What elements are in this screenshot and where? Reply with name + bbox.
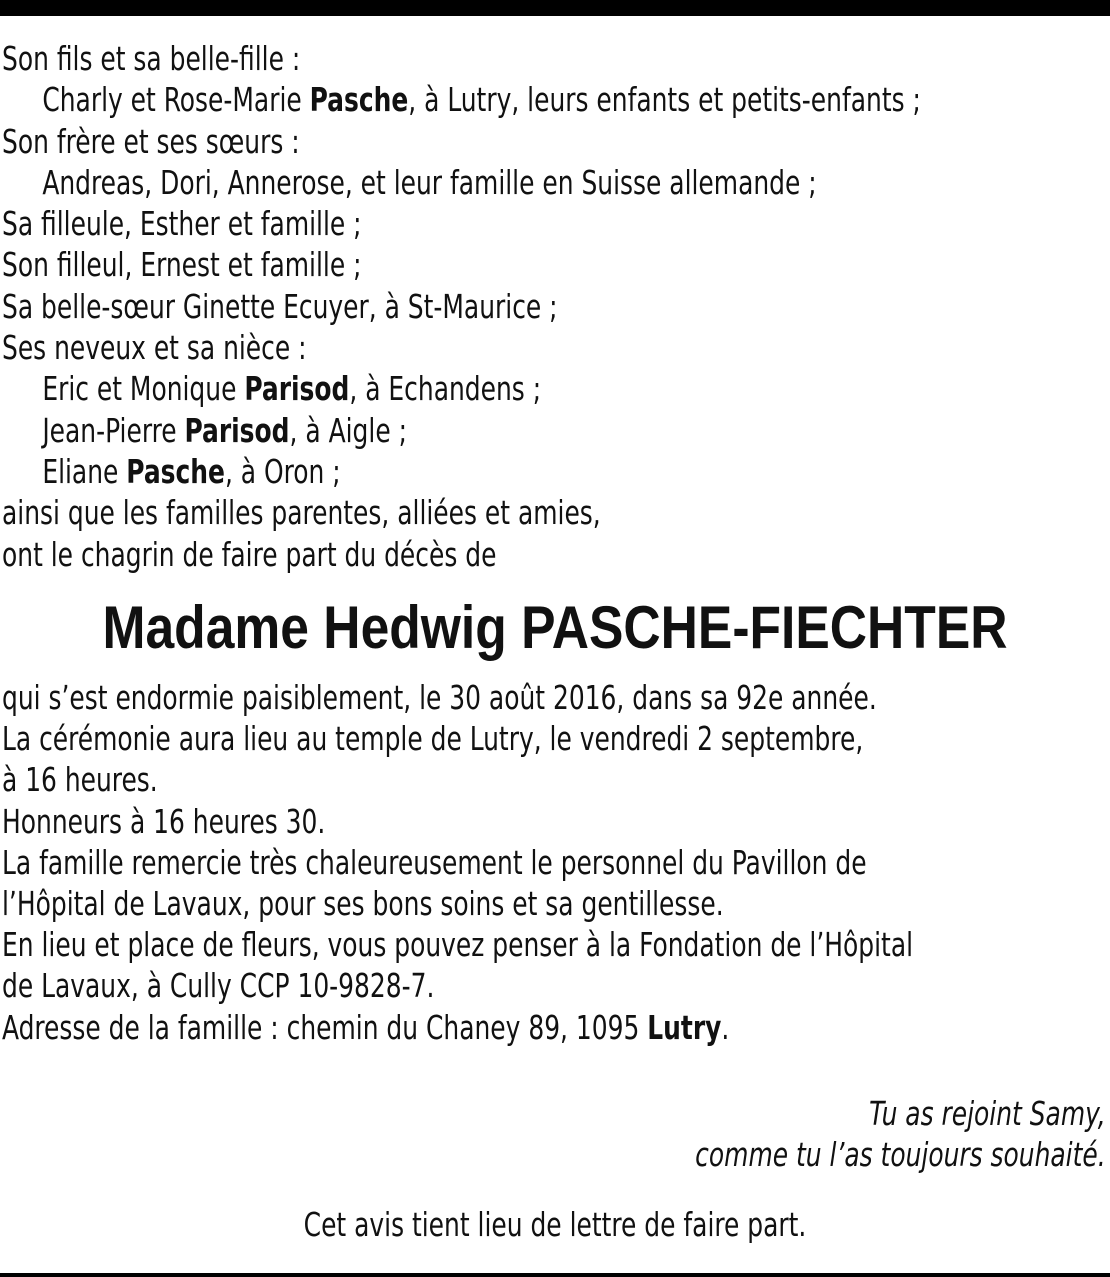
allies-line: ainsi que les familles parentes, alliées et amies, bbox=[2, 493, 601, 533]
announce-line: ont le chagrin de faire part du décès de bbox=[2, 534, 497, 574]
address-period: . bbox=[721, 1007, 730, 1047]
niece-names: Eliane bbox=[42, 451, 127, 491]
nephew2-surname: Parisod bbox=[184, 410, 290, 450]
thanks-line-2: l’Hôpital de Lavaux, pour ses bons soins et sa gentillesse. bbox=[2, 884, 724, 924]
nephews-label: Ses neveux et sa nièce : bbox=[2, 328, 307, 368]
closing-note: Cet avis tient lieu de lettre de faire part. bbox=[303, 1205, 807, 1244]
son-names: Charly et Rose-Marie bbox=[42, 80, 310, 120]
son-entry bbox=[2, 79, 1102, 120]
sister-in-law-entry: Sa belle-sœur Ginette Ecuyer, à St-Maurice ; bbox=[2, 286, 558, 326]
niece-surname: Pasche bbox=[126, 451, 225, 491]
thanks-line-1: La famille remercie très chaleureusement le personnel du Pavillon de bbox=[2, 842, 867, 882]
address-text: Adresse de la famille : chemin du Chaney 89, 1095 bbox=[2, 1007, 648, 1047]
ceremony-line-1: La cérémonie aura lieu au temple de Lutry, le vendredi 2 septembre, bbox=[2, 719, 864, 759]
nephew1-names: Eric et Monique bbox=[42, 369, 245, 409]
flowers-line-1: En lieu et place de fleurs, vous pouvez penser à la Fondation de l’Hôpital bbox=[2, 925, 914, 965]
top-rule bbox=[0, 0, 1110, 16]
niece-location: , à Oron ; bbox=[224, 451, 341, 491]
nephew1-surname: Parisod bbox=[244, 369, 350, 409]
godson-entry: Son filleul, Ernest et famille ; bbox=[2, 245, 362, 285]
goddaughter-entry: Sa filleule, Esther et famille ; bbox=[2, 204, 362, 244]
nephew2-entry bbox=[2, 410, 1102, 451]
son-label: Son fils et sa belle-fille : bbox=[2, 39, 301, 78]
address-line bbox=[2, 1007, 913, 1048]
quote-line-2: comme tu l’as toujours souhaité. bbox=[695, 1135, 1106, 1174]
siblings-label: Son frère et ses sœurs : bbox=[2, 121, 300, 161]
honors-line: Honneurs à 16 heures 30. bbox=[2, 801, 326, 841]
flowers-line-2: de Lavaux, à Cully CCP 10-9828-7. bbox=[2, 966, 435, 1006]
siblings-entry: Andreas, Dori, Annerose, et leur famille en Suisse allemande ; bbox=[42, 162, 817, 202]
deceased-name: Madame Hedwig PASCHE-FIECHTER bbox=[102, 594, 1008, 661]
quote-line-1: Tu as rejoint Samy, bbox=[869, 1094, 1106, 1133]
nephew2-location: , à Aigle ; bbox=[289, 410, 407, 450]
address-town: Lutry bbox=[647, 1007, 722, 1047]
niece-entry bbox=[2, 451, 1102, 492]
nephew1-entry bbox=[2, 368, 1102, 409]
nephew1-location: , à Echandens ; bbox=[349, 369, 542, 409]
ceremony-line-2: à 16 heures. bbox=[2, 760, 158, 800]
farewell-quote bbox=[696, 1093, 1106, 1175]
bottom-rule bbox=[0, 1273, 1110, 1277]
family-list bbox=[2, 38, 1102, 575]
details-block bbox=[2, 677, 913, 1048]
death-line: qui s’est endormie paisiblement, le 30 août 2016, dans sa 92e année. bbox=[2, 678, 877, 717]
son-surname: Pasche bbox=[309, 80, 409, 120]
son-location: , à Lutry, leurs enfants et petits-enfants ; bbox=[408, 80, 921, 120]
nephew2-names: Jean-Pierre bbox=[42, 410, 185, 450]
